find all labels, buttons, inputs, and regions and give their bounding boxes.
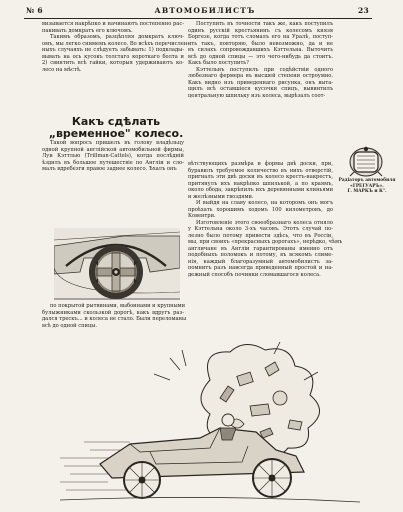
text-line: по покрытой рытвинами, выбоинами и крупными [50,303,186,309]
text-line: 2) свинтить всѣ гайки, которыя удерживаютъ ко- [42,60,184,66]
car-illustration [60,340,360,510]
text-line: Какъ было поступить? [188,60,249,66]
right-column-bottom [188,161,343,278]
text-line: одинъ русскій крестьянинъ съ колесомъ князя [188,27,333,34]
text-line: вывать на ось кусокъ толстаго короткаго болта и [42,53,184,60]
article-headline: Какъ сдѣлать „временное" колесо. [48,115,184,140]
text-line: подобныхъ поломокъ и потому, въ всякомъ слиме- [188,252,333,258]
text-line: проѣхать хорошимъ ходомъ 100 километровъ, до [188,206,333,213]
left-column-top [42,21,189,73]
advertisement-text [336,178,398,195]
left-column-bottom [42,303,187,329]
text-line: помнитъ разъ навсегда приведенный простой и на- [188,265,333,271]
text-line: лезно было потому привести здѣсь, что въ Россіи, [188,232,333,239]
text-line: пригналъ эти двѣ доски въ колесо крестъ-накрестъ, [188,174,333,180]
text-line: омъ, мы легко снимемъ колесо. Во всѣхъ перечислен- [42,40,189,47]
text-line: Ковентри. [188,213,216,219]
text-line: дежный способъ починки сломавшагося колеса. [188,271,321,278]
text-line: вѣтствующихъ размѣра и формы двѣ доски, при, [188,161,333,167]
text-line: малъ вдребезги правое заднее колесо. Ѣхалъ онъ [42,166,177,172]
issue-number: № 6 [26,6,43,15]
right-column-top [188,21,333,99]
text-line: притянулъ ихъ накрѣпко шпилькой, а по краямъ, [188,180,333,187]
magazine-title: АВТОМОБИЛИСТЪ [154,6,256,15]
ad-line-3: Г. МАРКЪ и К°. [347,189,387,195]
text-line: Боргезе, когда тотъ сломалъ его на Уралѣ, поступ- [188,34,333,40]
text-line: Такой вопросъ пришелъ въ голову владѣльцу [50,140,184,146]
text-line: мы, при своихъ «прекрасныхъ дорогахъ», нерѣдко, чѣмъ [188,239,343,245]
text-line: Какъ видно изъ приведеннаго рисунка, онъ выта- [188,79,333,86]
text-line: любезнаго фермера въ высшей степени остроумно. [188,73,333,79]
text-line: Луи Кэттлью (Trillman-Cattels), когда послѣдній [42,153,184,159]
text-line: Поступить въ точности такъ же, какъ поступилъ [196,21,333,27]
text-line: ныхъ случаяхъ не слѣдуетъ забывать: 1) подклады- [42,47,184,53]
page-number: 23 [358,6,370,15]
text-line: Кэттельнъ поступилъ при содѣйствіи одного [196,66,333,73]
text-line: Изготовленіе этого своеобразнаго колеса отняло [196,219,333,226]
text-line: дался трескъ... и колеса не стало. Были переломаны [42,316,187,322]
text-line: пакивать домкратъ его ключомъ. [42,27,133,34]
text-line: нія, каждый благоразумный автомобилистъ за- [188,258,333,265]
text-line: всѣ до одной спицы — это чего-нибудь да стоитъ. [188,53,333,60]
left-column-body [42,140,184,173]
header-rule [24,18,372,19]
text-line: лесо на мѣстѣ. [42,66,82,73]
wheel-illustration [54,228,180,300]
text-line: всѣ до одной спицы. [42,322,98,329]
text-line: буравилъ требуемое количество въ нихъ отверстій, [188,167,333,174]
text-line: англичане въ Англіи гарантированы именно отъ [188,245,333,252]
text-line: Такимъ образомъ, разцѣпляя домкратъ ключ- [50,34,184,40]
text-line: булыжниками скользкой дорогѣ, какъ вдругъ раз- [42,309,184,316]
text-line: у Кэттельна около 3-хъ часовъ. Этотъ случай по- [188,226,333,232]
text-line: въ силахъ сопровождавшихъ Кэттельна. Выточить [188,47,333,53]
ad-line-2: «ГРЕГУАРЪ». [350,183,384,189]
text-line: одной крупной англійской автомобильной фирмы, [42,146,184,153]
text-line: визывается накрѣпко и начинаютъ постепенно рас- [42,21,184,27]
text-line: около обода, закрѣпилъ ихъ деревянными клиньями [188,187,333,193]
text-line: и желѣзными гвоздями. [188,193,254,200]
text-line: И выйдя на славу колесо, на которомъ онъ могъ [196,200,333,206]
text-line: щилъ всѣ оставшіеся кусочки спицъ, вывинтилъ [188,86,333,92]
text-line: центральную шпильку изъ колеса, вырѣзалъ соот- [188,92,326,99]
text-line: ить такъ, повторяю, было невозможно, да и не [188,40,333,47]
text-line: ѣздилъ въ большое путешествіе по Англіи и сло- [42,159,184,166]
ad-line-1: Радіаторъ автомобиля [338,178,396,183]
